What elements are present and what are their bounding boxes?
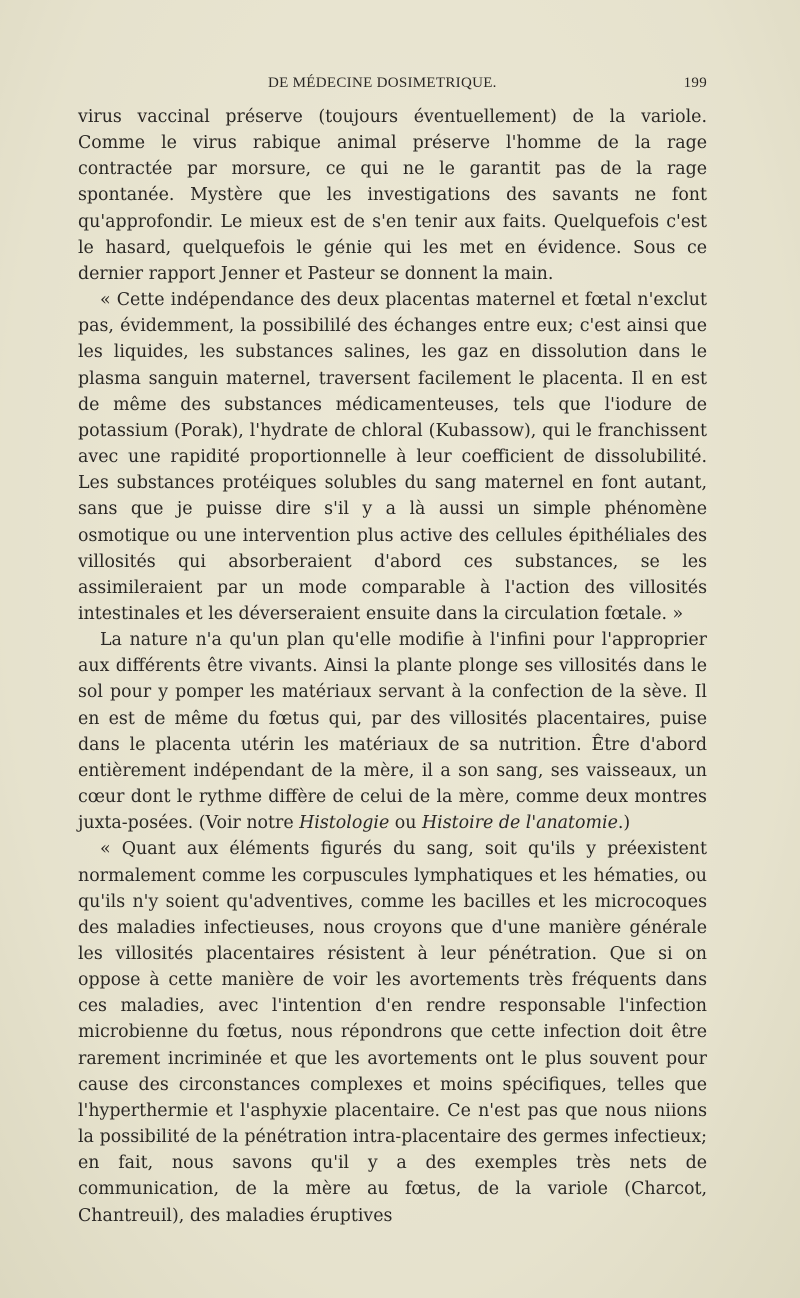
paragraph-3-text-before: La nature n'a qu'un plan qu'elle modifie à l'infini pour l'approprier aux différents être vivants. Ainsi la plante plonge ses villosités dans le sol pour y pomper les matériaux servant à la confection de la sève. Il en est de même du fœtus qui, par des villosités placentaires, puise dans le placenta utérin les matériaux de sa nutrition. Être d'abord entièrement indépendant de la mère, il a son sang, ses vaisseaux, un cœur dont le rythme diffère de celui de la mère, comme deux montres juxta-posées. (Voir notre — [78, 630, 707, 834]
paragraph-3-text-after: .) — [617, 813, 631, 834]
paragraph-2: « Cette indépendance des deux placentas maternel et fœtal n'exclut pas, évidemment, la possibililé des échanges entre eux; c'est ainsi que les liquides, les substances salines, les gaz en dissolution dans le plasma sanguin maternel, traversent facilement le placenta. Il en est de même des substances médicamenteuses, tels que l'iodure de potassium (Porak), l'hydrate de chloral (Kubassow), qui le franchissent avec une rapidité proportionnelle à leur coefficient de dissolubilité. Les substances protéiques solubles du sang maternel en font autant, sans que je puisse dire s'il y a là aussi un simple phénomène osmotique ou une intervention plus active des cellules épithéliales des villosités qui absorberaient d'abord ces substances, se les assimileraient par un mode comparable à l'action des villosités intestinales et les déverseraient ensuite dans la circulation fœtale. » — [78, 290, 707, 624]
paragraph-4: « Quant aux éléments figurés du sang, soit qu'ils y préexistent normalement comme les corpuscules lymphatiques et les hématies, ou qu'ils n'y soient qu'adventives, comme les bacilles et les microcoques des maladies infectieuses, nous croyons que d'une manière générale les villosités placentaires résistent à leur pénétration. Que si on oppose à cette manière de voir les avortements très fréquents dans ces maladies, avec l'intention d'en rendre responsable l'infection microbienne du fœtus, nous répondrons que cette infection doit être rarement incriminée et que les avortements ont le plus souvent pour cause des circonstances complexes et moins spécifiques, telles que l'hyperthermie et l'asphyxie placentaire. Ce n'est pas que nous niions la possibilité de la pénétration intra-placentaire des germes infectieux; en fait, nous savons qu'il y a des exemples très nets de communication, de la mère au fœtus, de la variole (Charcot, Chantreuil), des maladies éruptives — [78, 839, 707, 1226]
italic-histologie: Histologie — [299, 813, 390, 834]
body-text — [78, 104, 707, 1229]
paragraph-1: virus vaccinal préserve (toujours éventuellement) de la variole. Comme le virus rabique animal préserve l'homme de la rage contractée par morsure, ce qui ne le garantit pas de la rage spontanée. Mystère que les investigations des savants ne font qu'approfondir. Le mieux est de s'en tenir aux faits. Quelquefois c'est le hasard, quelquefois le génie qui les met en évidence. Sous ce dernier rapport Jenner et Pasteur se donnent la main. — [78, 107, 707, 284]
italic-histoire-anatomie: Histoire de l'anatomie — [422, 813, 618, 834]
running-title: DE MÉDECINE DOSIMETRIQUE. — [268, 75, 497, 91]
paragraph-3 — [78, 627, 707, 836]
page-number: 199 — [683, 75, 707, 91]
running-header — [78, 75, 707, 97]
paragraph-3-text-middle: ou — [389, 813, 423, 834]
